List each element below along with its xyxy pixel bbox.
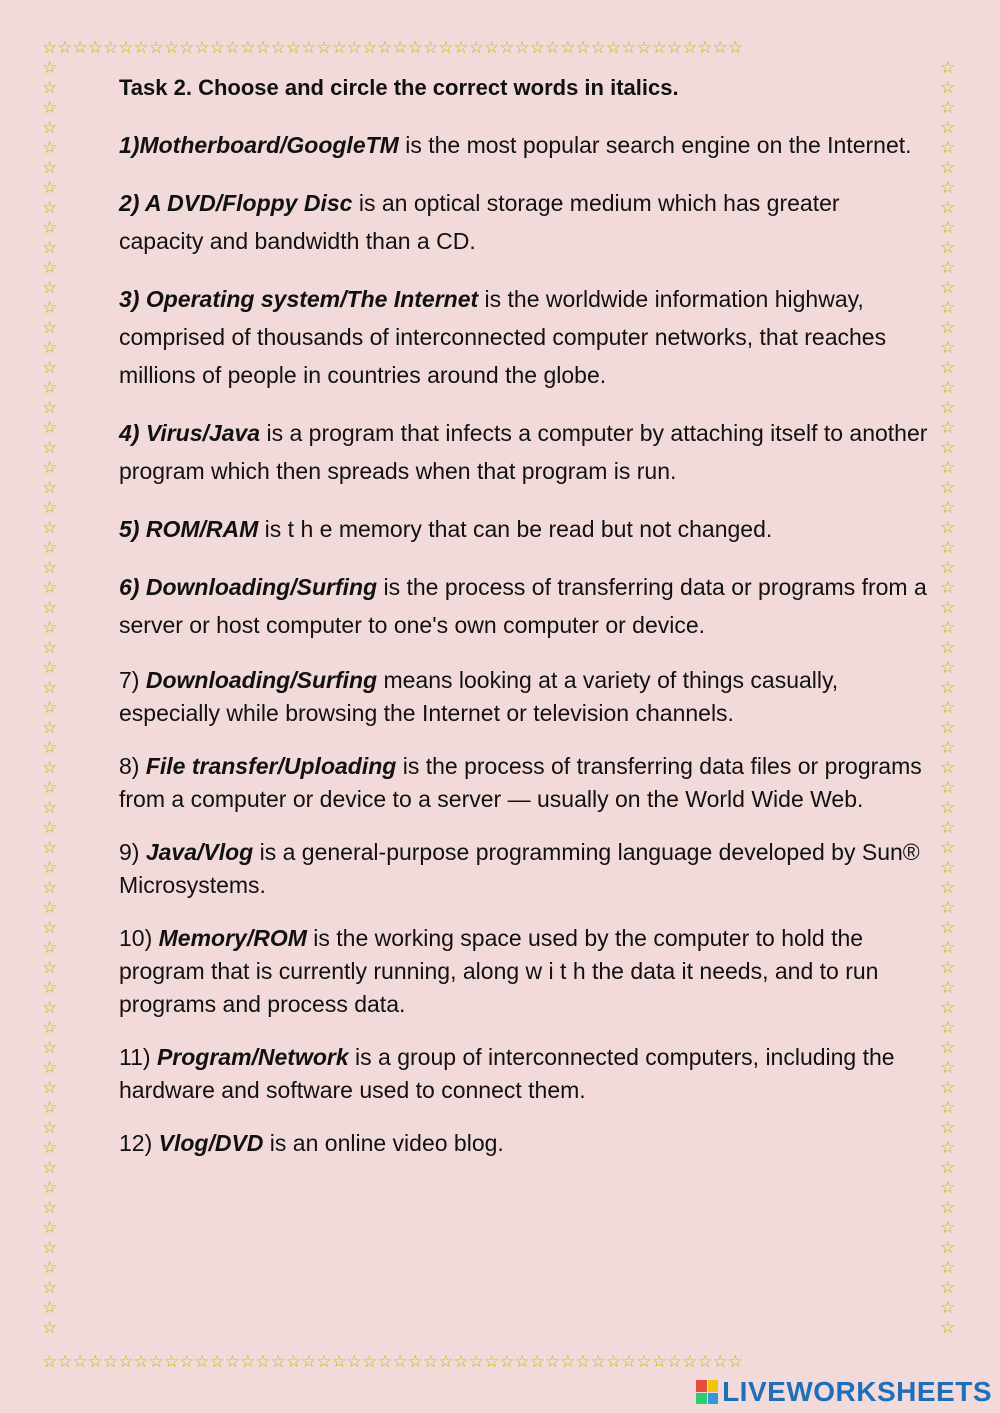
star-border-right: ☆☆☆☆☆☆☆☆☆☆☆☆☆☆☆☆☆☆☆☆☆☆☆☆☆☆☆☆☆☆☆☆☆☆☆☆☆☆☆☆☆☆☆☆☆☆☆☆☆☆☆☆☆☆☆☆☆☆☆☆☆☆☆☆ — [940, 58, 956, 1338]
item-number: 9) — [119, 839, 146, 865]
item-text: is the worldwide information highway, comprised of thousands of interconnected computer networks, that reaches millions of people in countries around the globe. — [119, 286, 887, 388]
item-text: is an optical storage medium which has greater capacity and bandwidth than a CD. — [119, 190, 840, 254]
exercise-item-6 — [119, 568, 929, 644]
liveworksheets-logo[interactable] — [696, 1375, 992, 1409]
item-number: 10) — [119, 925, 159, 951]
brand-name: LIVEWORKSHEETS — [722, 1376, 992, 1407]
exercise-item-2 — [119, 184, 929, 260]
item-number: 11) — [119, 1044, 157, 1070]
item-text: is a group of interconnected computers, including the hardware and software used to connect them. — [119, 1044, 895, 1103]
word-options[interactable]: Vlog/DVD — [158, 1130, 264, 1156]
item-text: is an online video blog. — [263, 1130, 504, 1156]
task-title: Task 2. Choose and circle the correct words in italics. — [119, 75, 679, 100]
word-options[interactable]: Memory/ROM — [158, 925, 307, 951]
exercise-item-8 — [119, 750, 929, 816]
item-number: 5) — [119, 516, 146, 542]
item-number: 7) — [119, 667, 146, 693]
item-text: is the most popular search engine on the Internet. — [398, 132, 912, 158]
exercise-item-4 — [119, 414, 929, 490]
worksheet-content — [119, 72, 929, 1180]
exercise-item-10 — [119, 922, 929, 1021]
word-options[interactable]: Program/Network — [156, 1044, 349, 1070]
item-number: 1) — [119, 132, 140, 158]
word-options[interactable]: File transfer/Uploading — [145, 753, 397, 779]
word-options[interactable]: Virus/Java — [145, 420, 261, 446]
exercise-item-1 — [119, 126, 929, 164]
item-text: is the process of transferring data files or programs from a computer or device to a server — usually on the World Wide Web. — [119, 753, 922, 812]
star-border-left: ☆☆☆☆☆☆☆☆☆☆☆☆☆☆☆☆☆☆☆☆☆☆☆☆☆☆☆☆☆☆☆☆☆☆☆☆☆☆☆☆☆☆☆☆☆☆☆☆☆☆☆☆☆☆☆☆☆☆☆☆☆☆☆☆ — [42, 58, 58, 1338]
word-options[interactable]: Motherboard/GoogleTM — [139, 132, 399, 158]
word-options[interactable]: Downloading/Surfing — [145, 574, 378, 600]
item-text: means looking at a variety of things casually, especially while browsing the Internet or television channels. — [119, 667, 839, 726]
item-text: is a general-purpose programming language developed by Sun® Microsystems. — [119, 839, 920, 898]
star-border-top: ☆☆☆☆☆☆☆☆☆☆☆☆☆☆☆☆☆☆☆☆☆☆☆☆☆☆☆☆☆☆☆☆☆☆☆☆☆☆☆☆☆☆☆☆☆☆ — [42, 38, 744, 58]
item-number: 3) — [119, 286, 146, 312]
item-number: 8) — [119, 753, 146, 779]
exercise-item-12 — [119, 1127, 929, 1160]
item-text: is a program that infects a computer by attaching itself to another program which then spreads when that program is run. — [119, 420, 928, 484]
exercise-item-5 — [119, 510, 929, 548]
item-number: 6) — [119, 574, 146, 600]
word-options[interactable]: A DVD/Floppy Disc — [145, 190, 353, 216]
word-options[interactable]: Downloading/Surfing — [145, 667, 378, 693]
star-border-bottom: ☆☆☆☆☆☆☆☆☆☆☆☆☆☆☆☆☆☆☆☆☆☆☆☆☆☆☆☆☆☆☆☆☆☆☆☆☆☆☆☆☆☆☆☆☆☆ — [42, 1352, 744, 1372]
item-text: is t h e memory that can be read but not changed. — [258, 516, 773, 542]
exercise-item-7 — [119, 664, 929, 730]
word-options[interactable]: Java/Vlog — [145, 839, 254, 865]
item-text: is the process of transferring data or programs from a server or host computer to one's own computer or device. — [119, 574, 927, 638]
exercise-item-3 — [119, 280, 929, 394]
item-text: is the working space used by the computer to hold the program that is currently running, along w i t h the data it needs, and to run programs and process data. — [119, 925, 879, 1017]
liveworksheets-logo-icon — [696, 1380, 718, 1404]
exercise-item-9 — [119, 836, 929, 902]
item-number: 2) — [119, 190, 145, 216]
word-options[interactable]: Operating system/The Internet — [145, 286, 479, 312]
word-options[interactable]: ROM/RAM — [145, 516, 259, 542]
item-number: 12) — [119, 1130, 159, 1156]
item-number: 4) — [119, 420, 146, 446]
exercise-item-11 — [119, 1041, 929, 1107]
